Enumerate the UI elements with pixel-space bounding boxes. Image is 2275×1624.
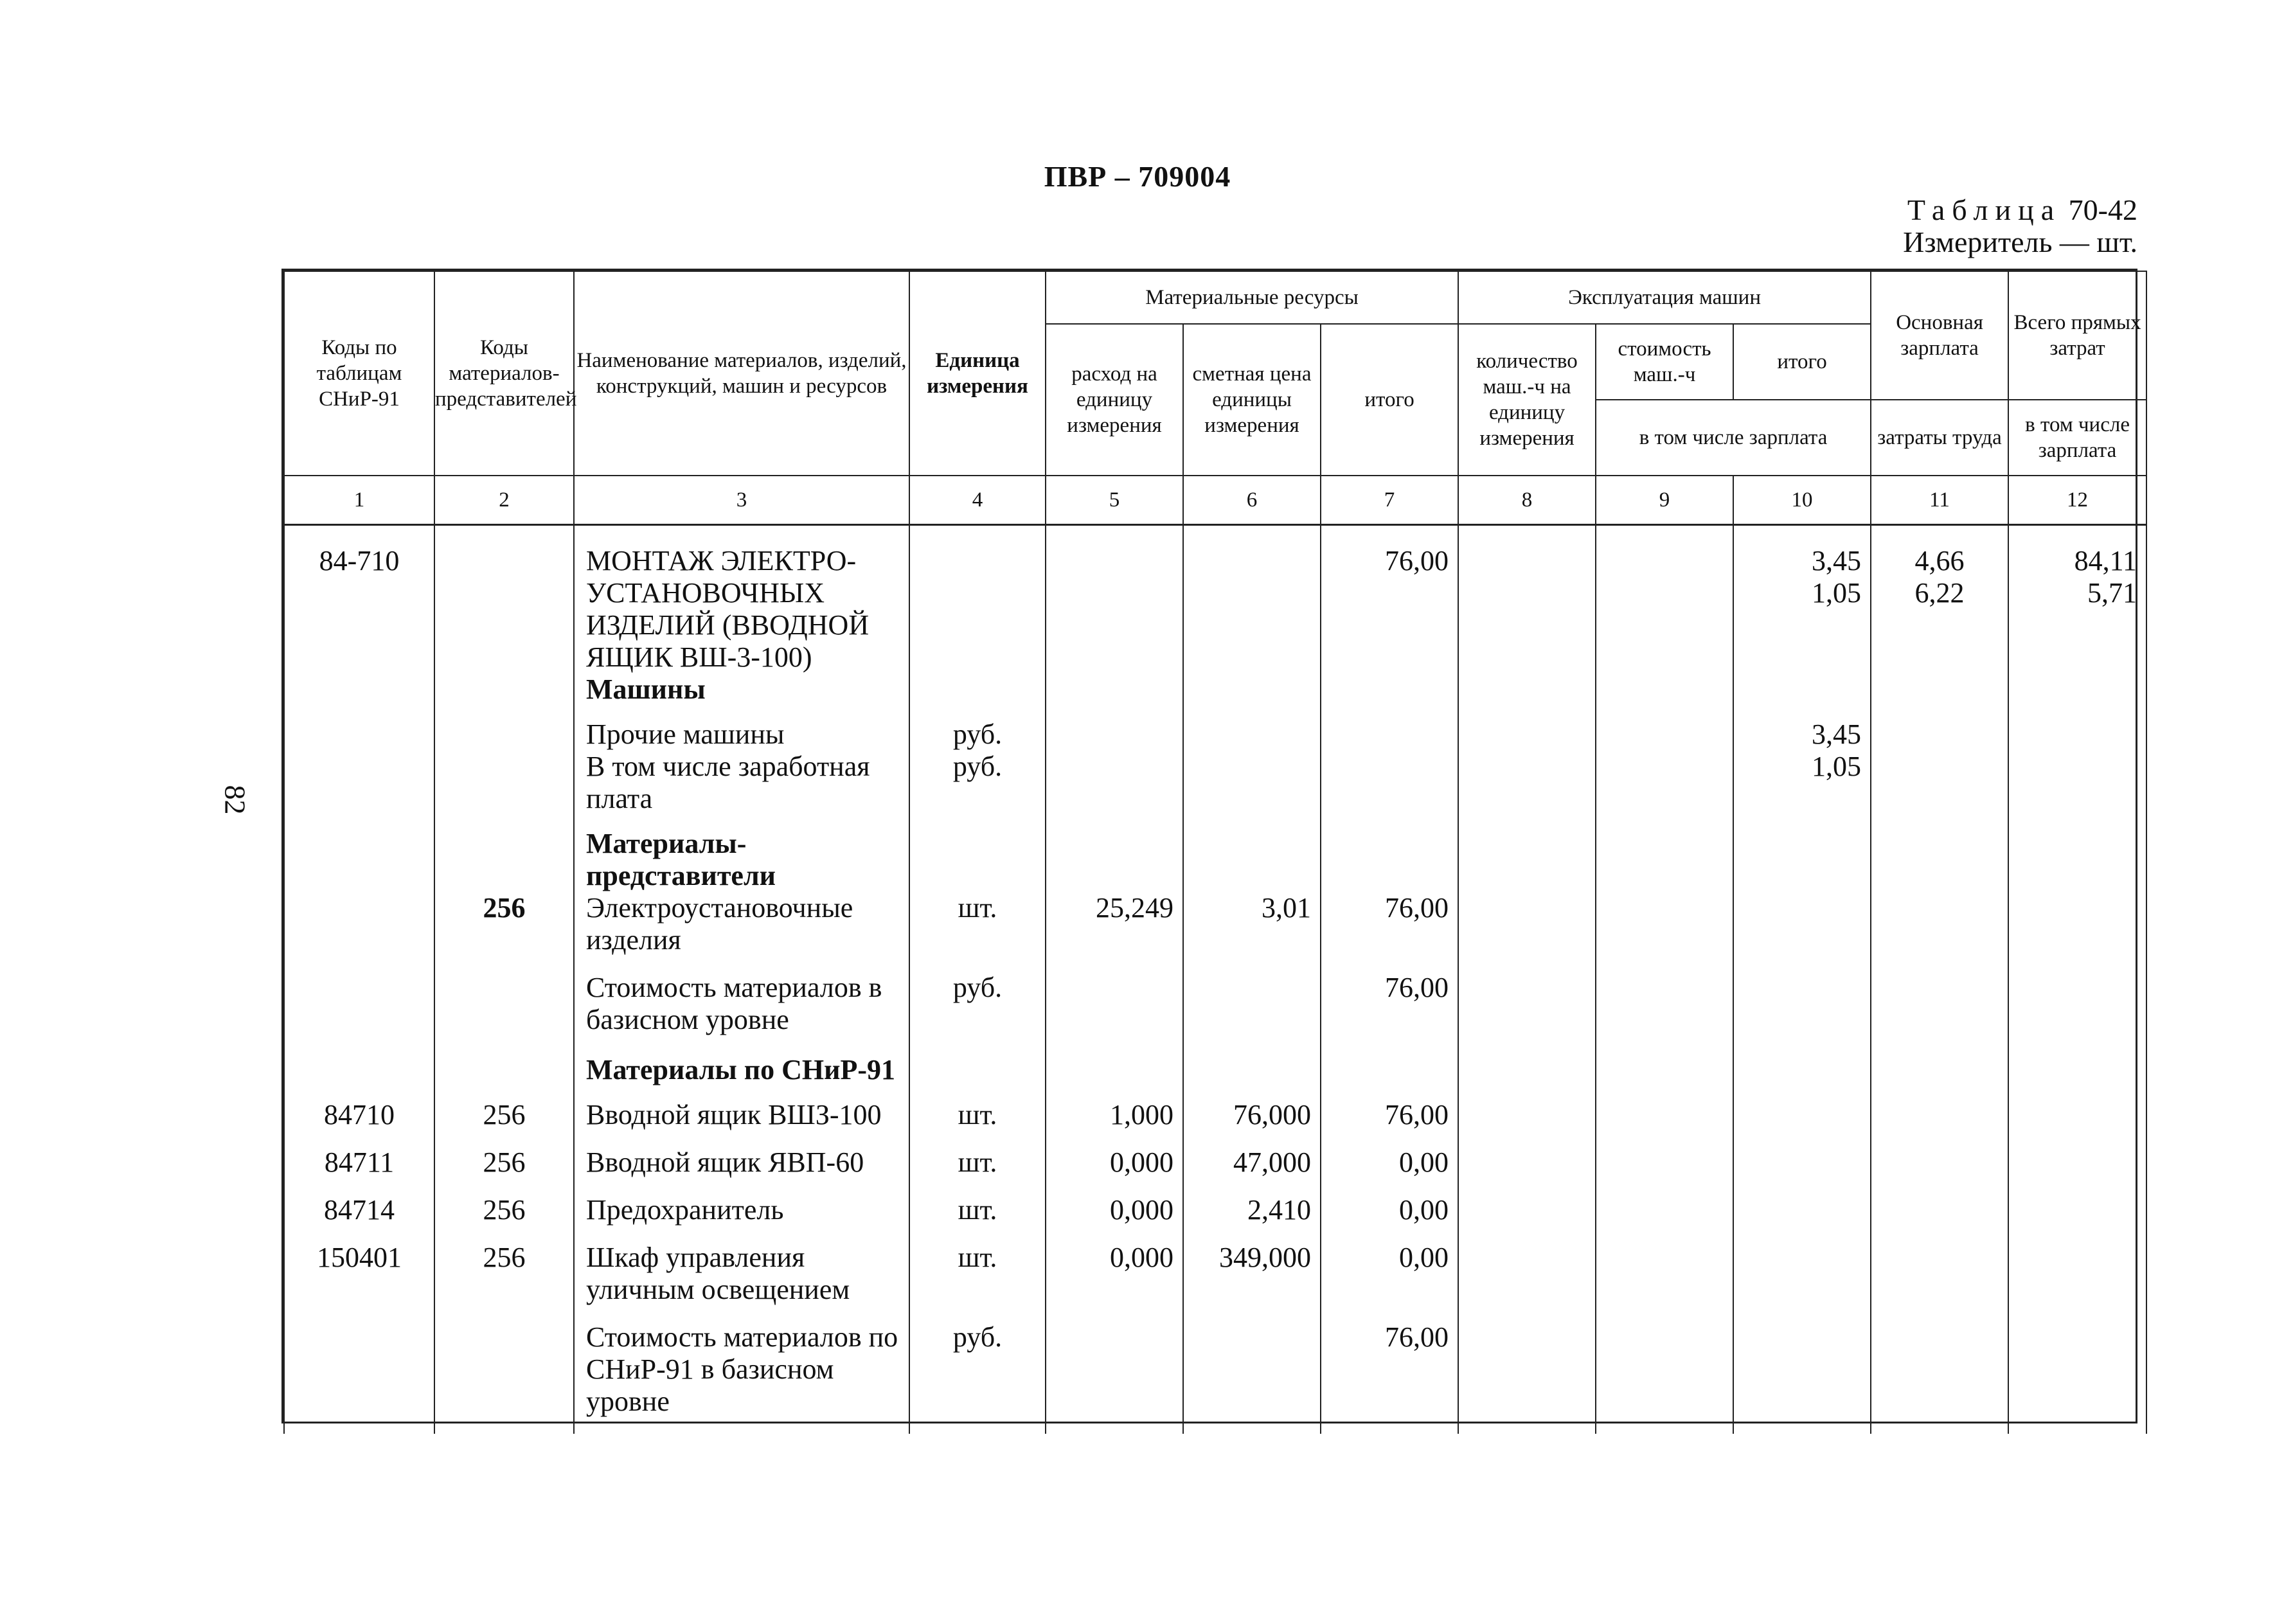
table-row [284, 718, 2146, 751]
direct-total [2008, 525, 2146, 674]
column-number: 6 [1183, 476, 1321, 525]
header-name: Наименование материалов, изделий, конструкций, машин и ресурсов [574, 271, 909, 476]
item-name: Шкаф управления уличным освещением [574, 1242, 909, 1321]
unit: руб. [909, 972, 1046, 1054]
header-machine-operation: Эксплуатация машин [1458, 271, 1871, 324]
unit: шт. [909, 892, 1046, 972]
resource-table [281, 269, 2141, 1423]
snir-code: 84714 [284, 1194, 434, 1242]
header-base-wage: Основная зарплата [1871, 271, 2008, 400]
header-rep-codes: Коды материалов-представителей [434, 271, 574, 476]
consumption: 25,249 [1046, 892, 1183, 972]
base-wage [1871, 525, 2008, 674]
header-total-direct: Всего прямых затрат [2008, 271, 2146, 400]
table-row [284, 525, 2146, 674]
section-snir-materials: Материалы по СНиР-91 [574, 1054, 909, 1099]
unit: руб. [909, 751, 1046, 828]
snir-code: 84711 [284, 1147, 434, 1194]
column-number: 12 [2008, 476, 2146, 525]
header-codes-snir: Коды по таблицам СНиР-91 [284, 271, 434, 476]
consumption: 0,000 [1046, 1147, 1183, 1194]
direct-wage-value: 5,71 [2087, 577, 2137, 609]
unit-price: 2,410 [1183, 1194, 1321, 1242]
table-row [284, 972, 2146, 1054]
machine-total [1733, 525, 1871, 674]
header-machine-total: итого [1733, 324, 1871, 400]
machine-total-value: 3,45 [1812, 545, 1862, 576]
header-machine-hours: количество маш.-ч на единицу измерения [1458, 324, 1596, 476]
header-labor-cost: затраты труда [1871, 400, 2008, 476]
item-name: МОНТАЖ ЭЛЕКТРО-УСТАНОВОЧНЫХ ИЗДЕЛИЙ (ВВОДНОЙ ЯЩИК ВШ-3-100) [574, 525, 909, 674]
material-total: 76,00 [1321, 1099, 1458, 1147]
header-material-total: итого [1321, 324, 1458, 476]
consumption: 0,000 [1046, 1242, 1183, 1321]
rep-code: 256 [434, 1147, 574, 1194]
item-name: Вводной ящик ВШЗ-100 [574, 1099, 909, 1147]
item-name: Вводной ящик ЯВП-60 [574, 1147, 909, 1194]
material-total: 0,00 [1321, 1194, 1458, 1242]
header-machine-hour-cost: стоимость маш.-ч [1596, 324, 1733, 400]
table-row [284, 1099, 2146, 1147]
column-number: 4 [909, 476, 1046, 525]
measure-unit-label: Измеритель — шт. [1903, 226, 2137, 258]
table-number: 70-42 [2068, 193, 2137, 226]
header-consumption: расход на единицу измерения [1046, 324, 1183, 476]
material-total: 0,00 [1321, 1147, 1458, 1194]
column-number: 2 [434, 476, 574, 525]
consumption: 1,000 [1046, 1099, 1183, 1147]
material-total: 76,00 [1321, 972, 1458, 1054]
header-direct-wage: в том числе зарплата [2008, 400, 2146, 476]
column-number: 3 [574, 476, 909, 525]
unit: руб. [909, 1321, 1046, 1434]
unit-price: 76,000 [1183, 1099, 1321, 1147]
table-row [284, 892, 2146, 972]
machine-total: 3,45 [1733, 718, 1871, 751]
header-material-resources: Материальные ресурсы [1046, 271, 1458, 324]
base-wage-value: 4,66 [1914, 545, 1965, 576]
unit: шт. [909, 1099, 1046, 1147]
section-representatives: Материалы-представители [574, 828, 909, 892]
item-name: Стоимость материалов по СНиР-91 в базисном уровне [574, 1321, 909, 1434]
rep-code: 256 [434, 1099, 574, 1147]
table-row [284, 1242, 2146, 1321]
item-name: Прочие машины [574, 718, 909, 751]
rep-code: 256 [434, 892, 574, 972]
material-total: 76,00 [1321, 1321, 1458, 1434]
table-row [284, 1321, 2146, 1434]
snir-code: 150401 [284, 1242, 434, 1321]
column-number: 10 [1733, 476, 1871, 525]
page-number: 82 [219, 785, 252, 815]
column-number: 11 [1871, 476, 2008, 525]
section-row [284, 674, 2146, 718]
rep-code: 256 [434, 1194, 574, 1242]
column-number: 9 [1596, 476, 1733, 525]
table-word: Таблица [1907, 193, 2062, 226]
material-total: 76,00 [1321, 892, 1458, 972]
direct-total-value: 84,11 [2074, 545, 2137, 576]
table-row [284, 1147, 2146, 1194]
machine-total: 1,05 [1733, 751, 1871, 828]
labor-cost-value: 6,22 [1914, 577, 1965, 609]
table-row [284, 1194, 2146, 1242]
unit: шт. [909, 1194, 1046, 1242]
consumption: 0,000 [1046, 1194, 1183, 1242]
unit: шт. [909, 1242, 1046, 1321]
item-name: Стоимость материалов в базисном уровне [574, 972, 909, 1054]
unit-price: 349,000 [1183, 1242, 1321, 1321]
header-unit-price: сметная цена единицы измерения [1183, 324, 1321, 476]
header-machine-wage: в том числе зарплата [1596, 400, 1871, 476]
unit: шт. [909, 1147, 1046, 1194]
item-name: Предохранитель [574, 1194, 909, 1242]
column-number: 8 [1458, 476, 1596, 525]
table-row [284, 751, 2146, 828]
section-row [284, 1054, 2146, 1099]
snir-code: 84710 [284, 1099, 434, 1147]
column-number: 1 [284, 476, 434, 525]
snir-code: 84-710 [284, 525, 434, 674]
header-unit: Единица измерения [909, 271, 1046, 476]
unit-price: 3,01 [1183, 892, 1321, 972]
machine-wage-value: 1,05 [1812, 577, 1862, 609]
column-number: 7 [1321, 476, 1458, 525]
column-number: 5 [1046, 476, 1183, 525]
column-number-row [284, 476, 2146, 525]
item-name: Электроустановочные изделия [574, 892, 909, 972]
rep-code: 256 [434, 1242, 574, 1321]
material-total: 76,00 [1321, 525, 1458, 674]
document-code-title: ПВР – 709004 [1044, 160, 1231, 193]
section-machines: Машины [574, 674, 909, 718]
table-label [1907, 193, 2137, 227]
material-total: 0,00 [1321, 1242, 1458, 1321]
section-row [284, 828, 2146, 892]
unit-price: 47,000 [1183, 1147, 1321, 1194]
unit: руб. [909, 718, 1046, 751]
item-name: В том числе заработная плата [574, 751, 909, 828]
